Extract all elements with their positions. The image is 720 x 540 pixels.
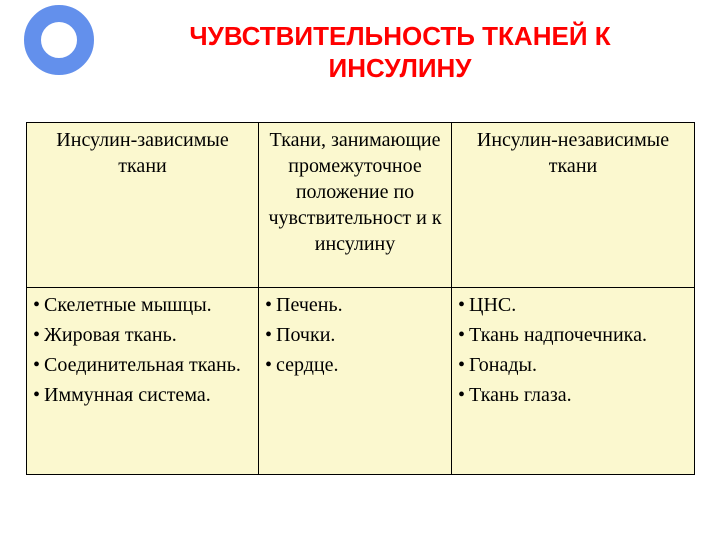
- table-header-row: [27, 123, 695, 288]
- list-item: • сердце.: [265, 352, 447, 378]
- column-insulin-independent: [452, 288, 695, 475]
- column-intermediate: [259, 288, 452, 475]
- list-item: • Печень.: [265, 292, 447, 318]
- list-item: • Почки.: [265, 322, 447, 348]
- column-insulin-dependent: [27, 288, 259, 475]
- page-title: ЧУВСТВИТЕЛЬНОСТЬ ТКАНЕЙ К ИНСУЛИНУ: [189, 21, 611, 83]
- list-item: • Иммунная система.: [33, 382, 254, 408]
- sensitivity-table: [26, 122, 695, 475]
- list-item: • ЦНС.: [458, 292, 690, 318]
- list-item: • Ткань глаза.: [458, 382, 690, 408]
- header-insulin-independent: Инсулин-независимые ткани: [452, 123, 695, 288]
- header-intermediate: Ткани, занимающие промежуточное положение по чувствительност и к инсулину: [259, 123, 452, 288]
- table-body-row: [27, 288, 695, 475]
- header-insulin-dependent: Инсулин-зависимые ткани: [27, 123, 259, 288]
- list-item: • Гонады.: [458, 352, 690, 378]
- list-item: • Ткань надпочечника.: [458, 322, 690, 348]
- list-item: • Соединительная ткань.: [33, 352, 254, 378]
- tissue-list: [33, 292, 254, 408]
- list-item: • Скелетные мышцы.: [33, 292, 254, 318]
- tissue-list: [458, 292, 690, 408]
- tissue-list: [265, 292, 447, 378]
- list-item: • Жировая ткань.: [33, 322, 254, 348]
- ring-icon: [24, 5, 94, 75]
